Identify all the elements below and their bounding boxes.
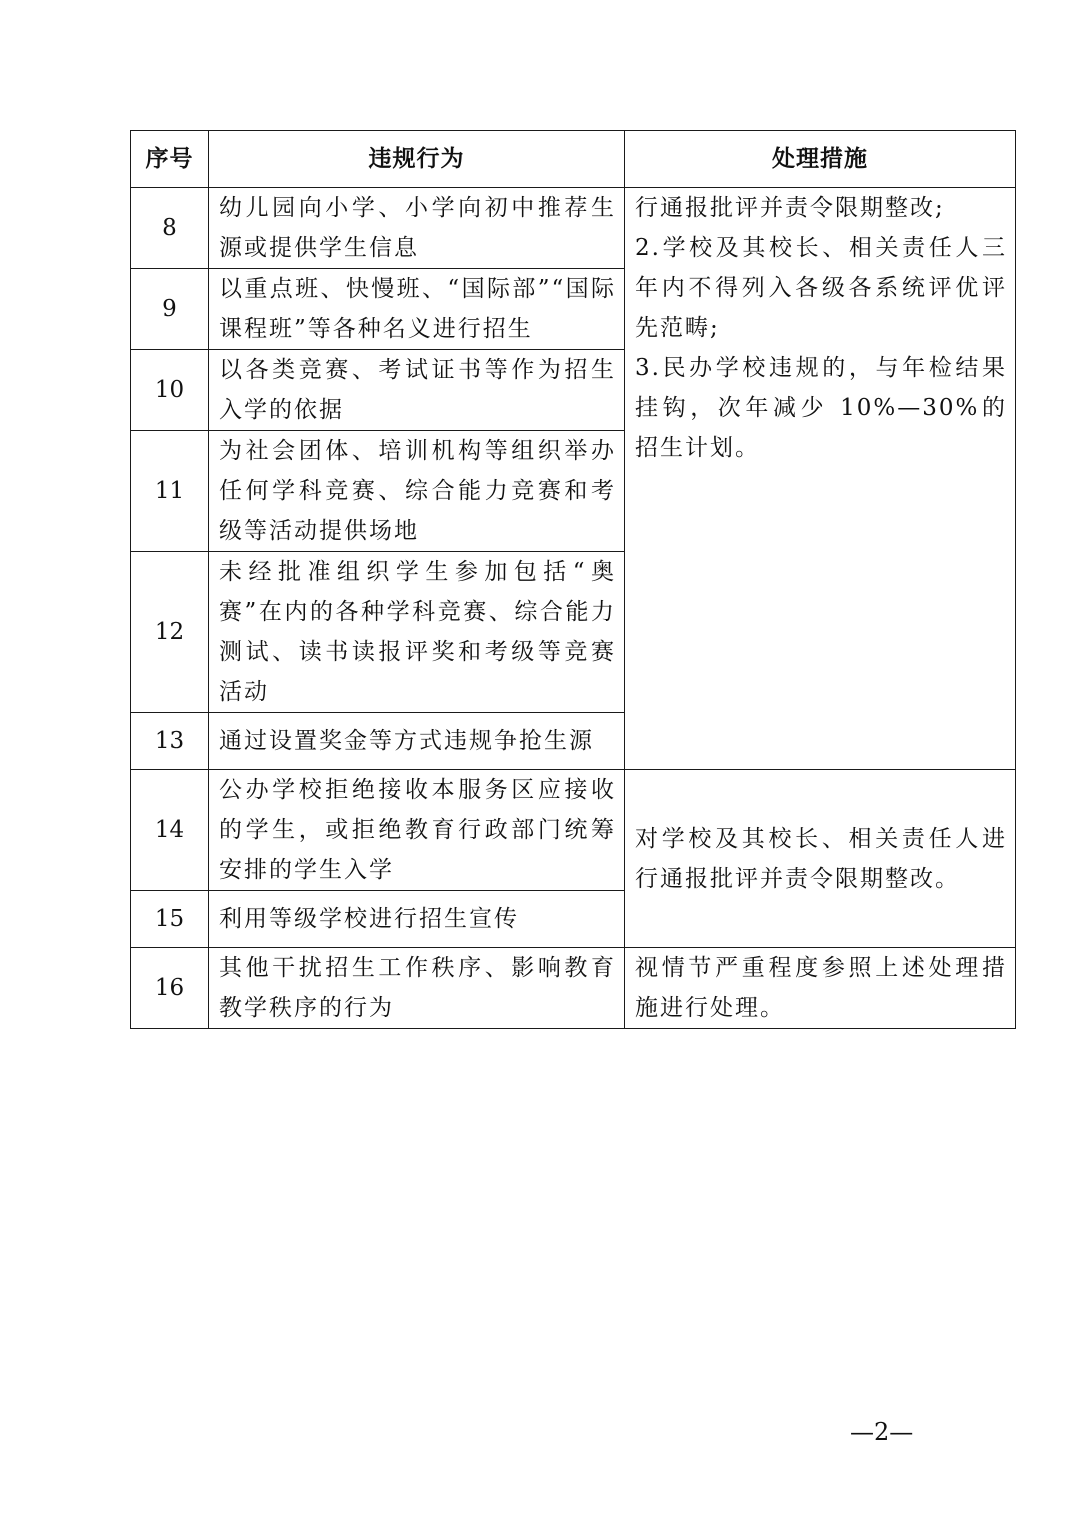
header-violation: 违规行为 — [209, 131, 625, 188]
row-violation: 利用等级学校进行招生宣传 — [209, 891, 625, 948]
row-violation: 以各类竞赛、考试证书等作为招生入学的依据 — [209, 350, 625, 431]
row-index: 12 — [131, 552, 209, 713]
table-header-row — [131, 131, 1016, 188]
header-index: 序号 — [131, 131, 209, 188]
row-index: 10 — [131, 350, 209, 431]
row-index: 15 — [131, 891, 209, 948]
row-violation: 公办学校拒绝接收本服务区应接收的学生，或拒绝教育行政部门统筹安排的学生入学 — [209, 770, 625, 891]
row-index: 9 — [131, 269, 209, 350]
header-measure: 处理措施 — [625, 131, 1016, 188]
row-index: 8 — [131, 188, 209, 269]
row-index: 13 — [131, 713, 209, 770]
table-row — [131, 948, 1016, 1029]
table-row — [131, 770, 1016, 891]
measure-cell-row-16: 视情节严重程度参照上述处理措施进行处理。 — [625, 948, 1016, 1029]
row-violation: 幼儿园向小学、小学向初中推荐生源或提供学生信息 — [209, 188, 625, 269]
row-violation: 未经批准组织学生参加包括“奥赛”在内的各种学科竞赛、综合能力测试、读书读报评奖和考级等竞赛活动 — [209, 552, 625, 713]
measure-cell-group-14-15: 对学校及其校长、相关责任人进行通报批评并责令限期整改。 — [625, 770, 1016, 948]
row-violation: 为社会团体、培训机构等组织举办任何学科竞赛、综合能力竞赛和考级等活动提供场地 — [209, 431, 625, 552]
row-violation: 以重点班、快慢班、“国际部”“国际课程班”等各种名义进行招生 — [209, 269, 625, 350]
row-index: 11 — [131, 431, 209, 552]
row-index: 16 — [131, 948, 209, 1029]
row-violation: 通过设置奖金等方式违规争抢生源 — [209, 713, 625, 770]
measure-line: 3.民办学校违规的，与年检结果挂钩，次年减少 10%—30%的招生计划。 — [635, 355, 1007, 461]
row-index: 14 — [131, 770, 209, 891]
measure-cell-group-8-13 — [625, 188, 1016, 770]
page-number: —2— — [850, 1418, 914, 1446]
table-row — [131, 188, 1016, 269]
measure-line: 行通报批评并责令限期整改; — [635, 195, 945, 221]
violations-table — [130, 130, 1016, 1029]
row-violation: 其他干扰招生工作秩序、影响教育教学秩序的行为 — [209, 948, 625, 1029]
measure-line: 2.学校及其校长、相关责任人三年内不得列入各级各系统评优评先范畴; — [635, 235, 1007, 341]
